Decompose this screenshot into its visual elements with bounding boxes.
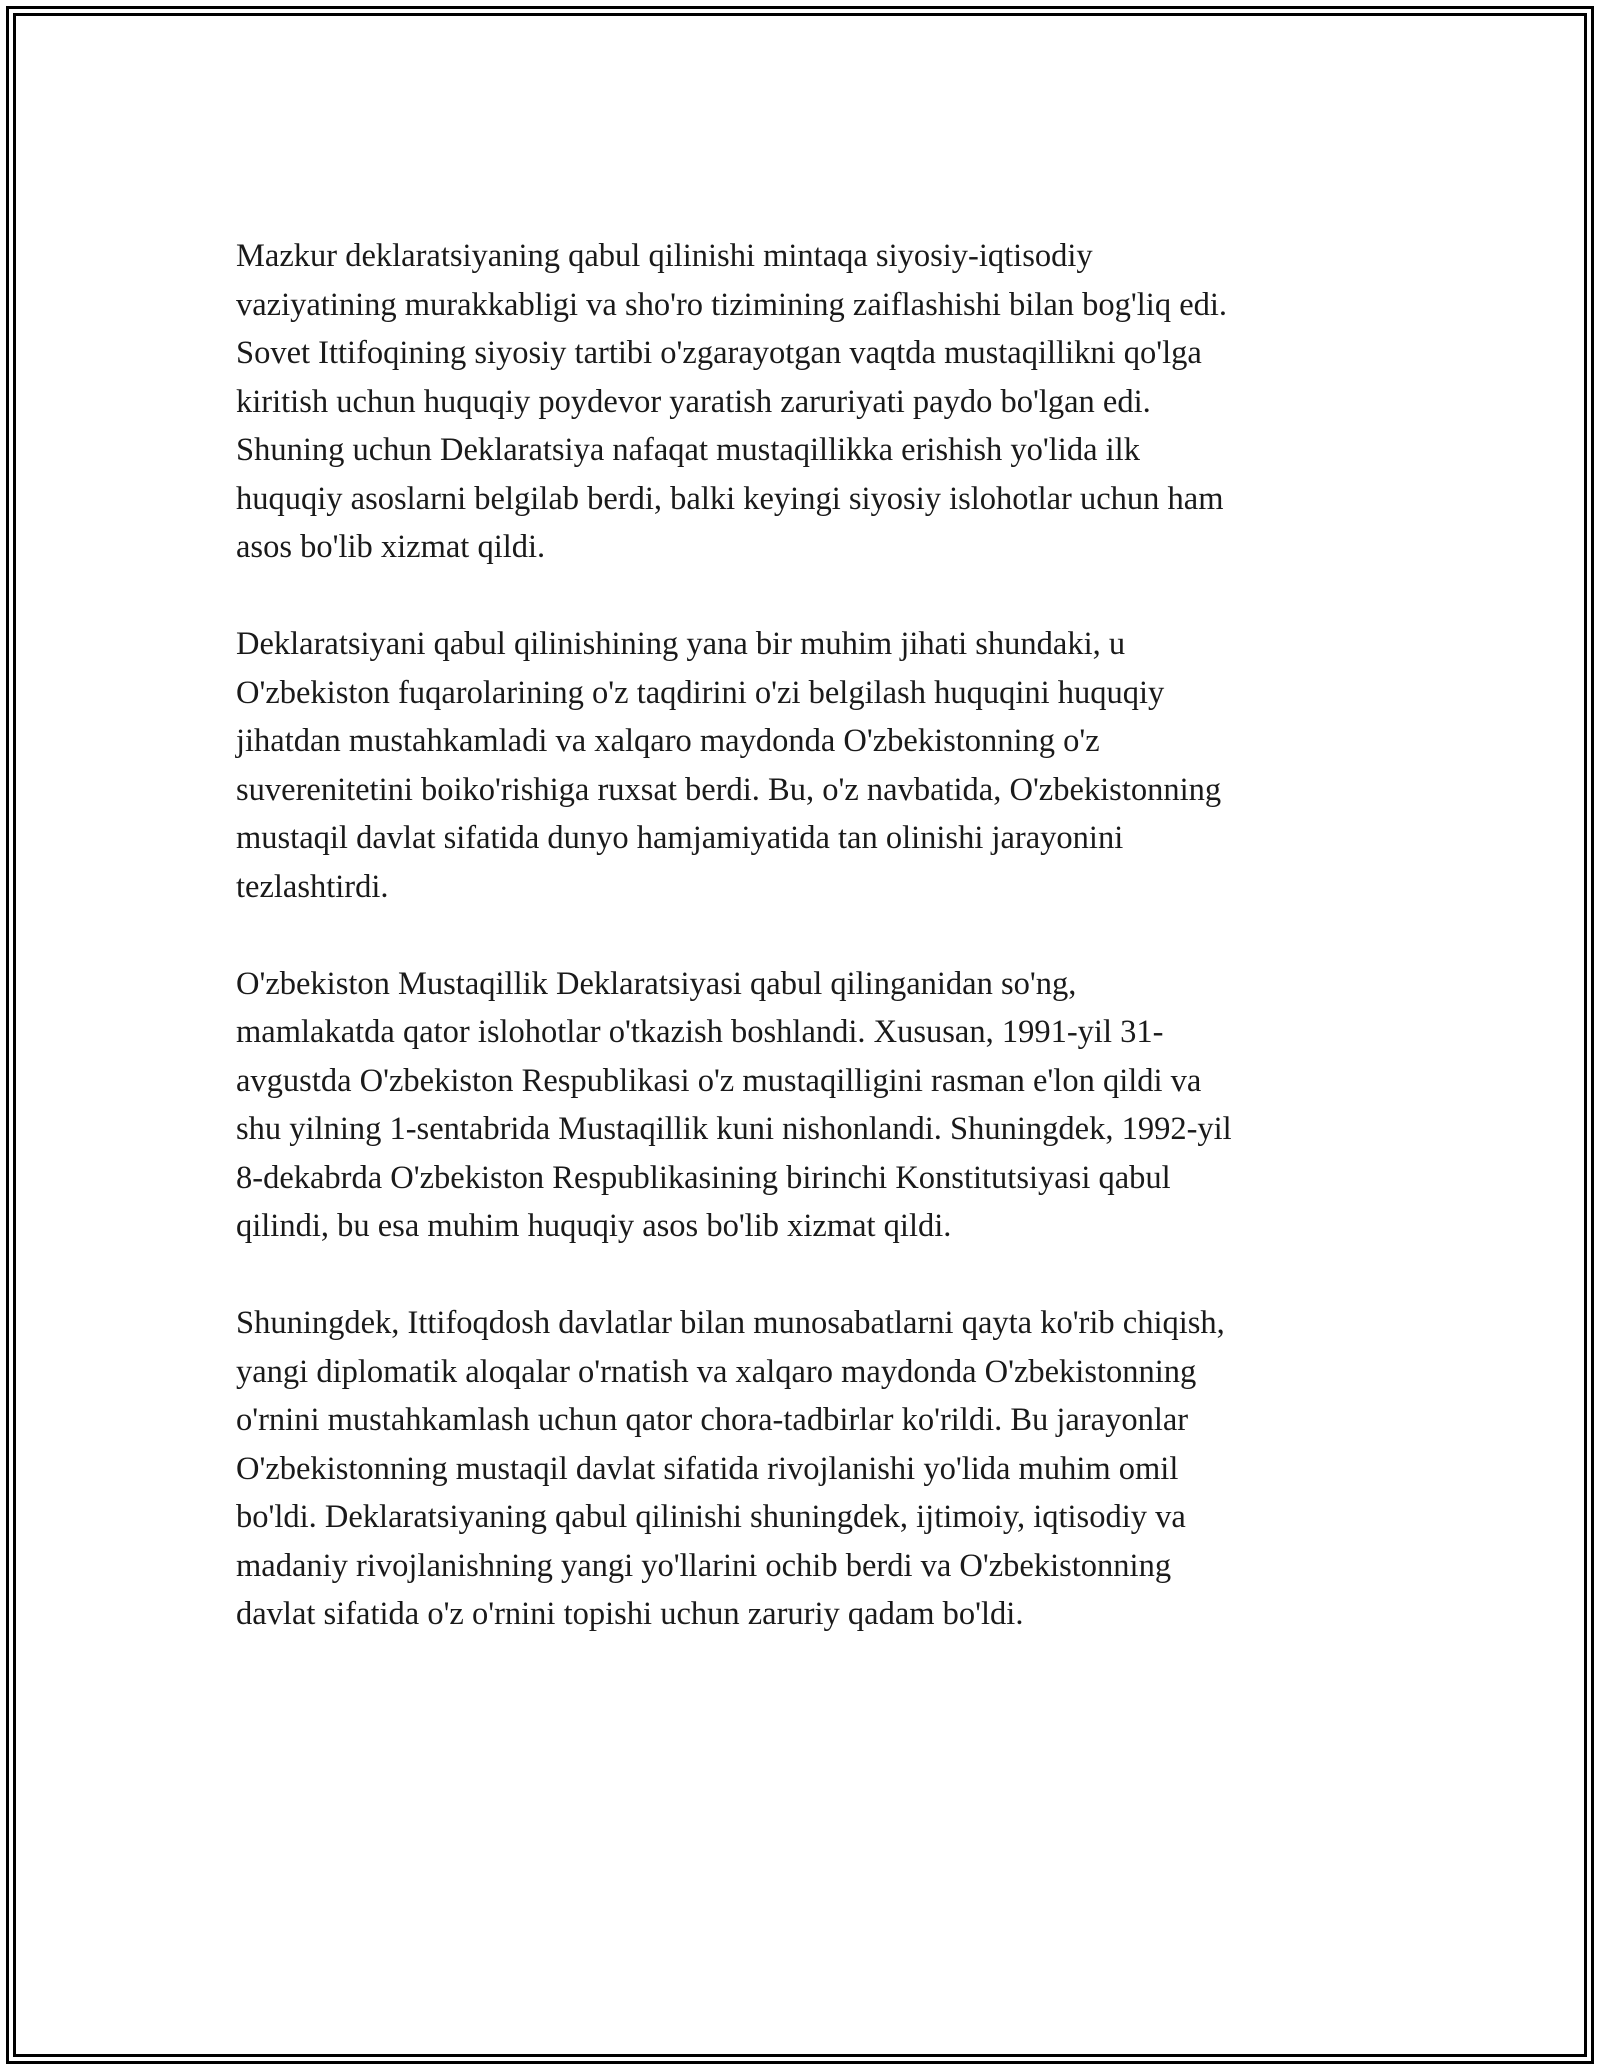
paragraph-4 — [236, 1299, 1376, 1639]
text-line: qilindi, bu esa muhim huquqiy asos bo'lib xizmat qildi. — [236, 1208, 952, 1244]
text-line: kiritish uchun huquqiy poydevor yaratish zaruriyati paydo bo'lgan edi. — [236, 383, 1151, 420]
paragraph-1 — [236, 232, 1376, 572]
text-line: Deklaratsiyani qabul qilinishining yana bir muhim jihati shundaki, u — [236, 626, 1126, 662]
text-line: Shuningdek, Ittifoqdosh davlatlar bilan munosabatlarni qayta ko'rib chiqish, — [236, 1305, 1225, 1341]
text-line: Shuning uchun Deklaratsiya nafaqat mustaqillikka erishish yo'lida ilk — [236, 432, 1140, 468]
text-line: 8-dekabrda O'zbekiston Respublikasining birinchi Konstitutsiyasi qabul — [236, 1159, 1171, 1196]
paragraph-3 — [236, 960, 1376, 1251]
document-body — [236, 232, 1376, 1639]
text-line: bo'ldi. Deklaratsiyaning qabul qilinishi shuningdek, ijtimoiy, iqtisodiy va — [236, 1499, 1186, 1535]
text-line: tezlashtirdi. — [236, 868, 389, 905]
text-line: o'rnini mustahkamlash uchun qator chora-tadbirlar ko'rildi. Bu jarayonlar — [236, 1402, 1189, 1438]
text-line: asos bo'lib xizmat qildi. — [236, 529, 546, 565]
text-line: Mazkur deklaratsiyaning qabul qilinishi mintaqa siyosiy-iqtisodiy — [236, 238, 1093, 274]
text-line: shu yilning 1-sentabrida Mustaqillik kuni nishonlandi. Shuningdek, 1992-yil — [236, 1111, 1232, 1147]
text-line: mustaqil davlat sifatida dunyo hamjamiyatida tan olinishi jarayonini — [236, 820, 1124, 856]
text-line: suverenitetini boiko'rishiga ruxsat berdi. Bu, o'z navbatida, O'zbekistonning — [236, 771, 1222, 808]
text-line: O'zbekistonning mustaqil davlat sifatida rivojlanishi yo'lida muhim omil — [236, 1450, 1179, 1487]
text-line: huquqiy asoslarni belgilab berdi, balki keyingi siyosiy islohotlar uchun ham — [236, 480, 1224, 517]
paragraph-2 — [236, 620, 1376, 911]
text-line: mamlakatda qator islohotlar o'tkazish boshlandi. Xususan, 1991-yil 31- — [236, 1014, 1164, 1050]
text-line: avgustda O'zbekiston Respublikasi o'z mustaqilligini rasman e'lon qildi va — [236, 1062, 1202, 1099]
text-line: yangi diplomatik aloqalar o'rnatish va xalqaro maydonda O'zbekistonning — [236, 1353, 1197, 1390]
text-line: O'zbekiston Mustaqillik Deklaratsiyasi qabul qilinganidan so'ng, — [236, 965, 1077, 1002]
text-line: O'zbekiston fuqarolarining o'z taqdirini o'zi belgilash huquqini huquqiy — [236, 674, 1165, 711]
text-line: davlat sifatida o'z o'rnini topishi uchun zaruriy qadam bo'ldi. — [236, 1596, 1024, 1632]
text-line: vaziyatining murakkabligi va sho'ro tizimining zaiflashishi bilan bog'liq edi. — [236, 286, 1228, 323]
text-line: jihatdan mustahkamladi va xalqaro maydonda O'zbekistonning o'z — [236, 723, 1100, 759]
text-line: Sovet Ittifoqining siyosiy tartibi o'zgarayotgan vaqtda mustaqillikni qo'lga — [236, 335, 1202, 371]
text-line: madaniy rivojlanishning yangi yo'llarini ochib berdi va O'zbekistonning — [236, 1547, 1172, 1584]
